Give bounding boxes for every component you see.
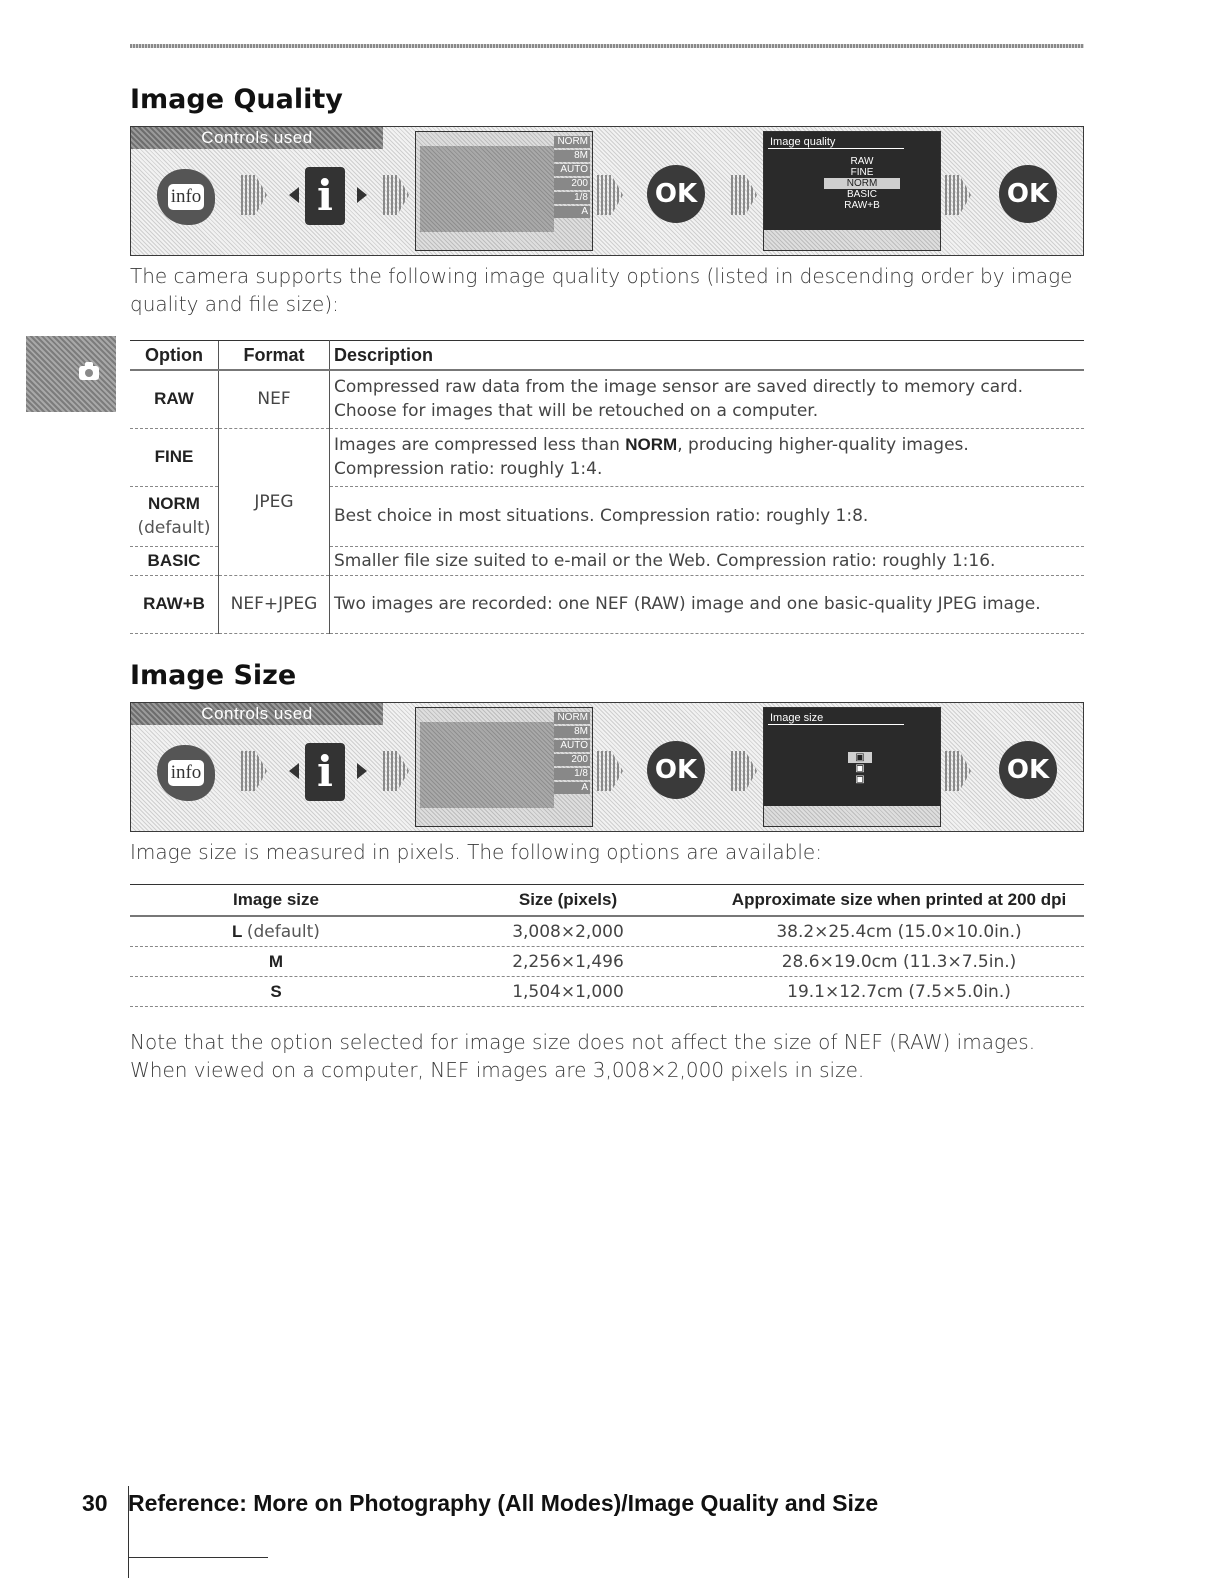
image-quality-intro: The camera supports the following image quality options (listed in descending order by image quality and file size): bbox=[130, 264, 1073, 316]
image-quality-title: Image Quality bbox=[130, 84, 343, 115]
ok-button-icon: OK bbox=[999, 165, 1057, 223]
header-description: Description bbox=[330, 341, 1085, 371]
top-rule bbox=[130, 44, 1084, 48]
size-name-cell: M bbox=[130, 947, 422, 977]
page-number: 30 bbox=[82, 1490, 108, 1516]
controls-used-label: Controls used bbox=[131, 127, 383, 149]
description-cell: Compressed raw data from the image sensor are saved directly to memory card. Choose for images that will be retouched on a computer. bbox=[330, 370, 1085, 428]
arrow-right-icon bbox=[241, 175, 267, 215]
table-row bbox=[130, 947, 1084, 977]
description-cell: Best choice in most situations. Compression ratio: roughly 1:8. bbox=[330, 486, 1085, 546]
i-button-icon: i bbox=[289, 167, 373, 225]
print-cell: 19.1×12.7cm (7.5×5.0in.) bbox=[714, 977, 1084, 1007]
lcd-image-quality-menu: Image quality RAW FINE NORM BASIC RAW+B bbox=[763, 131, 941, 251]
pixels-cell: 2,256×1,496 bbox=[422, 947, 714, 977]
arrow-right-icon bbox=[597, 175, 623, 215]
page-footer bbox=[82, 1490, 878, 1517]
header-image-size: Image size bbox=[130, 885, 422, 917]
arrow-right-icon bbox=[383, 175, 409, 215]
header-print-size: Approximate size when printed at 200 dpi bbox=[714, 885, 1084, 917]
table-row bbox=[130, 370, 1084, 428]
arrow-right-icon bbox=[241, 751, 267, 791]
arrow-right-icon bbox=[731, 175, 757, 215]
size-name-cell: S bbox=[130, 977, 422, 1007]
table-row bbox=[130, 916, 1084, 947]
header-format: Format bbox=[219, 341, 330, 371]
option-cell: NORM (default) bbox=[130, 486, 219, 546]
option-cell: RAW bbox=[130, 370, 219, 428]
ok-button-icon: OK bbox=[647, 165, 705, 223]
image-size-table bbox=[130, 884, 1084, 1007]
info-button-icon: info bbox=[157, 169, 215, 225]
print-cell: 28.6×19.0cm (11.3×7.5in.) bbox=[714, 947, 1084, 977]
arrow-right-icon bbox=[945, 175, 971, 215]
table-header-row bbox=[130, 885, 1084, 917]
ok-button-icon: OK bbox=[999, 741, 1057, 799]
controls-used-label: Controls used bbox=[131, 703, 383, 725]
option-cell: BASIC bbox=[130, 546, 219, 575]
ok-button-icon: OK bbox=[647, 741, 705, 799]
image-size-note: Note that the option selected for image size does not affect the size of NEF (RAW) images. When viewed on a computer, NEF images are 3,008×2,000 pixels in size. bbox=[130, 1030, 1036, 1082]
side-tab bbox=[26, 336, 116, 412]
image-quality-table bbox=[130, 340, 1084, 634]
info-button-icon: info bbox=[157, 745, 215, 801]
image-size-intro: Image size is measured in pixels. The following options are available: bbox=[130, 840, 822, 864]
camera-icon bbox=[79, 366, 99, 380]
lcd-shooting-display: NORM 8M AUTO 200 1/8 A bbox=[415, 131, 593, 251]
arrow-right-icon bbox=[945, 751, 971, 791]
lcd-shooting-display: NORM 8M AUTO 200 1/8 A bbox=[415, 707, 593, 827]
header-size-pixels: Size (pixels) bbox=[422, 885, 714, 917]
image-quality-controls bbox=[130, 126, 1084, 256]
lcd-image-size-menu: Image size ▣ ▣ ▣ bbox=[763, 707, 941, 827]
image-size-title: Image Size bbox=[130, 660, 297, 691]
option-cell: RAW+B bbox=[130, 575, 219, 633]
i-button-icon: i bbox=[289, 743, 373, 801]
arrow-right-icon bbox=[731, 751, 757, 791]
option-cell: FINE bbox=[130, 428, 219, 486]
arrow-right-icon bbox=[383, 751, 409, 791]
pixels-cell: 1,504×1,000 bbox=[422, 977, 714, 1007]
footer-title: Reference: More on Photography (All Modes)/Image Quality and Size bbox=[128, 1490, 879, 1516]
description-cell: Smaller file size suited to e-mail or the Web. Compression ratio: roughly 1:16. bbox=[330, 546, 1085, 575]
description-cell: Two images are recorded: one NEF (RAW) image and one basic-quality JPEG image. bbox=[330, 575, 1085, 633]
format-cell: NEF+JPEG bbox=[219, 575, 330, 633]
size-name-cell: L (default) bbox=[130, 916, 422, 947]
table-row bbox=[130, 428, 1084, 486]
footer-underline bbox=[128, 1557, 268, 1558]
table-row bbox=[130, 575, 1084, 633]
format-cell: NEF bbox=[219, 370, 330, 428]
arrow-right-icon bbox=[597, 751, 623, 791]
pixels-cell: 3,008×2,000 bbox=[422, 916, 714, 947]
header-option: Option bbox=[130, 341, 219, 371]
image-size-controls bbox=[130, 702, 1084, 832]
description-cell: Images are compressed less than NORM, producing higher-quality images. Compression ratio: roughly 1:4. bbox=[330, 428, 1085, 486]
table-row bbox=[130, 977, 1084, 1007]
format-cell: JPEG bbox=[219, 428, 330, 575]
table-header-row bbox=[130, 341, 1084, 371]
print-cell: 38.2×25.4cm (15.0×10.0in.) bbox=[714, 916, 1084, 947]
